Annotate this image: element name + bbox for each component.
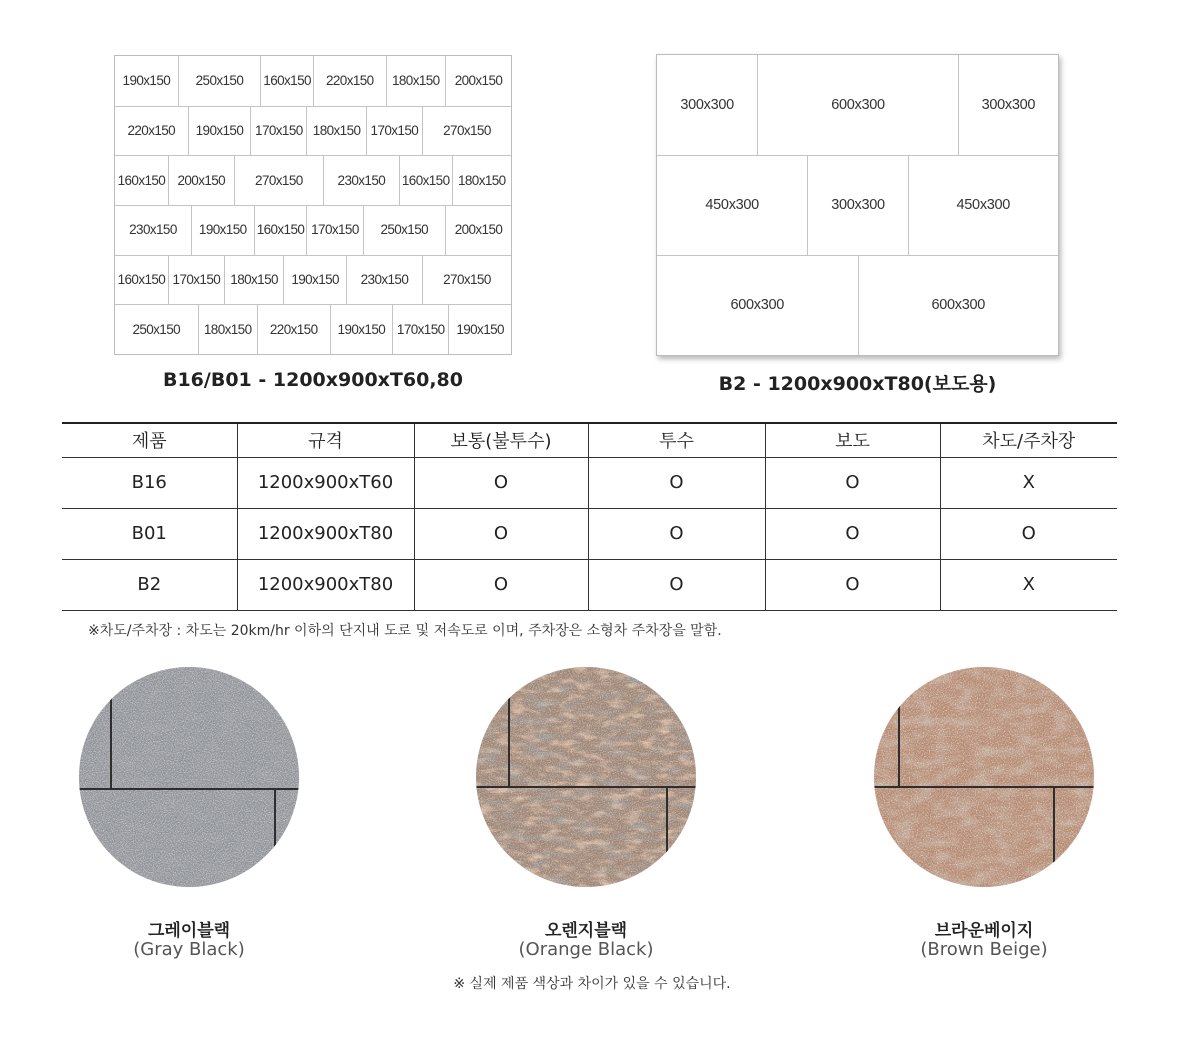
tile-cell: 250x150 — [178, 56, 261, 106]
tile-cell: 250x150 — [132, 321, 181, 337]
cell-permeable: O — [588, 559, 765, 610]
cell-normal: O — [414, 559, 588, 610]
tile-cell: 190x150 — [122, 73, 171, 89]
swatch-gray-black — [79, 667, 299, 887]
tile-cell: 300x300 — [680, 97, 734, 113]
swatch-name-gray-black: 그레이블랙 — [147, 921, 231, 941]
tile-cell: 300x300 — [807, 155, 907, 255]
tile-cell: 450x300 — [908, 155, 1058, 255]
tile-cell: 200x150 — [445, 56, 511, 106]
paver-joint — [274, 790, 276, 887]
b16-layout-diagram — [114, 55, 512, 355]
paver-joint — [110, 697, 112, 788]
header-normal: 보통(불투수) — [414, 423, 588, 457]
cell-road-parking: X — [1022, 472, 1035, 493]
paver-joint — [874, 786, 1094, 788]
cell-sidewalk: O — [765, 457, 940, 508]
tile-cell: 170x150 — [250, 106, 306, 156]
tile-cell: 600x300 — [730, 297, 785, 313]
paver-joint — [898, 697, 900, 786]
swatch-name-brown-beige: 브라운베이지 — [934, 921, 1034, 941]
tile-cell: 190x150 — [330, 304, 393, 354]
tile-cell: 220x150 — [313, 56, 386, 106]
header-sidewalk: 보도 — [765, 423, 940, 457]
cell-product: B01 — [62, 508, 237, 559]
table-footnote: ※차도/주차장 : 차도는 20km/hr 이하의 단지내 도로 및 저속도로 이며, 주차장은 소형차 주차장을 말함. — [88, 623, 722, 639]
tile-cell: 190x150 — [188, 106, 251, 156]
table-header-row — [62, 423, 1117, 457]
tile-cell: 600x300 — [757, 55, 958, 155]
tile-cell: 270x150 — [234, 155, 323, 205]
cell-permeable: O — [588, 457, 765, 508]
cell-normal: O — [414, 457, 588, 508]
tile-cell: 160x150 — [254, 205, 307, 255]
paver-joint — [476, 786, 696, 788]
table-row — [62, 457, 1117, 508]
header-road-parking: 차도/주차장 — [982, 431, 1076, 453]
color-disclaimer: ※ 실제 제품 색상과 차이가 있을 수 있습니다. — [453, 976, 731, 992]
tile-cell: 180x150 — [224, 255, 283, 305]
header-product: 제품 — [62, 423, 237, 457]
gray-black-texture — [79, 667, 299, 887]
tile-cell: 180x150 — [198, 304, 257, 354]
tile-cell: 270x150 — [422, 255, 511, 305]
b2-diagram-caption: B2 - 1200x900xT80(보도용) — [718, 373, 997, 395]
tile-cell: 160x150 — [117, 271, 166, 287]
tile-cell: 170x150 — [306, 205, 362, 255]
swatch-subname-brown-beige: (Brown Beige) — [920, 939, 1048, 960]
tile-cell: 220x150 — [257, 304, 330, 354]
tile-cell: 220x150 — [127, 122, 176, 138]
tile-cell: 200x150 — [168, 155, 234, 205]
tile-cell: 600x300 — [858, 255, 1059, 355]
tile-cell: 160x150 — [399, 155, 452, 205]
cell-road-parking: O — [1021, 523, 1036, 544]
b2-layout-diagram — [656, 54, 1059, 356]
tile-cell: 190x150 — [283, 255, 346, 305]
header-size: 규격 — [237, 423, 414, 457]
tile-cell: 160x150 — [117, 172, 166, 188]
b16-diagram-caption: B16/B01 - 1200x900xT60,80 — [162, 369, 463, 391]
cell-product: B2 — [62, 559, 237, 610]
cell-permeable: O — [588, 508, 765, 559]
cell-size: 1200x900xT80 — [237, 559, 414, 610]
paver-joint — [79, 788, 299, 790]
tile-cell: 170x150 — [366, 106, 422, 156]
tile-cell: 270x150 — [422, 106, 511, 156]
swatch-name-orange-black: 오렌지블랙 — [544, 921, 628, 941]
brown-beige-texture — [874, 667, 1094, 887]
tile-cell: 170x150 — [168, 255, 224, 305]
cell-product: B16 — [62, 457, 237, 508]
tile-cell: 230x150 — [346, 255, 422, 305]
tile-cell: 180x150 — [386, 56, 445, 106]
tile-cell: 450x300 — [705, 197, 759, 213]
swatch-orange-black — [476, 667, 696, 887]
swatch-brown-beige — [874, 667, 1094, 887]
tile-cell: 250x150 — [363, 205, 446, 255]
swatch-subname-gray-black: (Gray Black) — [133, 939, 245, 960]
tile-cell: 160x150 — [260, 56, 313, 106]
tile-cell: 200x150 — [445, 205, 511, 255]
tile-cell: 170x150 — [392, 304, 448, 354]
cell-sidewalk: O — [765, 559, 940, 610]
swatch-subname-orange-black: (Orange Black) — [518, 939, 654, 960]
paver-joint — [1053, 788, 1055, 887]
cell-size: 1200x900xT60 — [237, 457, 414, 508]
tile-cell: 190x150 — [448, 304, 511, 354]
paver-joint — [666, 788, 668, 887]
spec-table — [62, 422, 1117, 611]
table-row — [62, 508, 1117, 559]
cell-size: 1200x900xT80 — [237, 508, 414, 559]
tile-cell: 300x300 — [958, 55, 1058, 155]
tile-cell: 230x150 — [323, 155, 399, 205]
tile-cell: 190x150 — [191, 205, 254, 255]
paver-joint — [508, 697, 510, 786]
cell-normal: O — [414, 508, 588, 559]
cell-road-parking: X — [1022, 574, 1035, 595]
header-permeable: 투수 — [588, 423, 765, 457]
cell-sidewalk: O — [765, 508, 940, 559]
tile-cell: 180x150 — [306, 106, 365, 156]
tile-cell: 180x150 — [452, 155, 511, 205]
tile-cell: 230x150 — [129, 222, 177, 238]
table-row — [62, 559, 1117, 610]
